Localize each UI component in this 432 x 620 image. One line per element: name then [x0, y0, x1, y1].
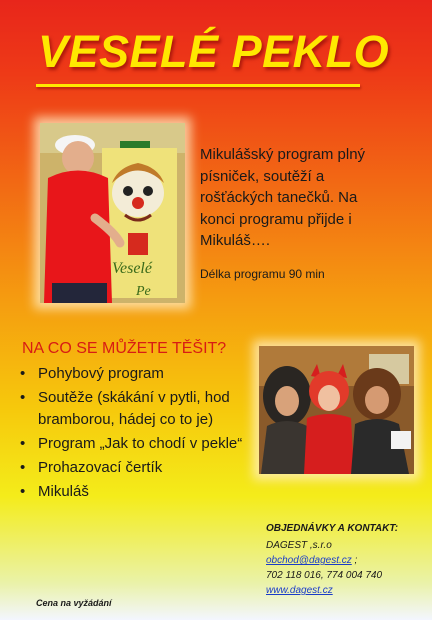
title-underline: [36, 84, 360, 87]
performer-photo: [40, 123, 185, 303]
list-item-text: Mikuláš: [38, 483, 89, 500]
bullet-icon: •: [20, 459, 26, 476]
list-item-text: Pohybový program: [38, 365, 164, 382]
svg-text:Veselé: Veselé: [112, 260, 152, 277]
page-title: VESELÉ PEKLO: [38, 26, 390, 77]
program-description: Mikulášský program plný písniček, soutěží a rošťáckých tanečků. Na konci programu přijde i Mikuláš….: [200, 146, 366, 249]
list-item: [20, 457, 250, 479]
list-item: [20, 387, 250, 431]
contact-block: [266, 521, 398, 598]
list-item-text: Prohazovací čertík: [38, 459, 163, 476]
bullet-icon: •: [20, 435, 26, 452]
company-name: DAGEST ,s.r.o: [266, 540, 332, 551]
list-item: [20, 363, 250, 385]
email-link[interactable]: obchod@dagest.cz: [266, 555, 352, 566]
bullet-icon: •: [20, 365, 26, 382]
website-link[interactable]: www.dagest.cz: [266, 585, 333, 596]
list-item: [20, 433, 250, 455]
devils-photo: [259, 346, 414, 474]
svg-text:Pe: Pe: [136, 284, 151, 299]
list-item-text: Program „Jak to chodí v pekle“: [38, 435, 243, 452]
benefits-list: [20, 363, 250, 505]
price-note: Cena na vyžádání: [36, 598, 112, 608]
bullet-icon: •: [20, 389, 26, 406]
list-item: [20, 481, 250, 503]
program-duration: Délka programu 90 min: [200, 267, 325, 281]
benefits-heading: NA CO SE MŮŽETE TĚŠIT?: [22, 340, 227, 357]
phone-numbers: 702 118 016, 774 004 740: [266, 570, 383, 581]
contact-heading: OBJEDNÁVKY A KONTAKT:: [266, 523, 399, 534]
list-item-text: Soutěže (skákání v pytli, hod bramborou, hádej co to je): [38, 389, 230, 428]
email-separator: ;: [351, 555, 358, 566]
bullet-icon: •: [20, 483, 26, 500]
